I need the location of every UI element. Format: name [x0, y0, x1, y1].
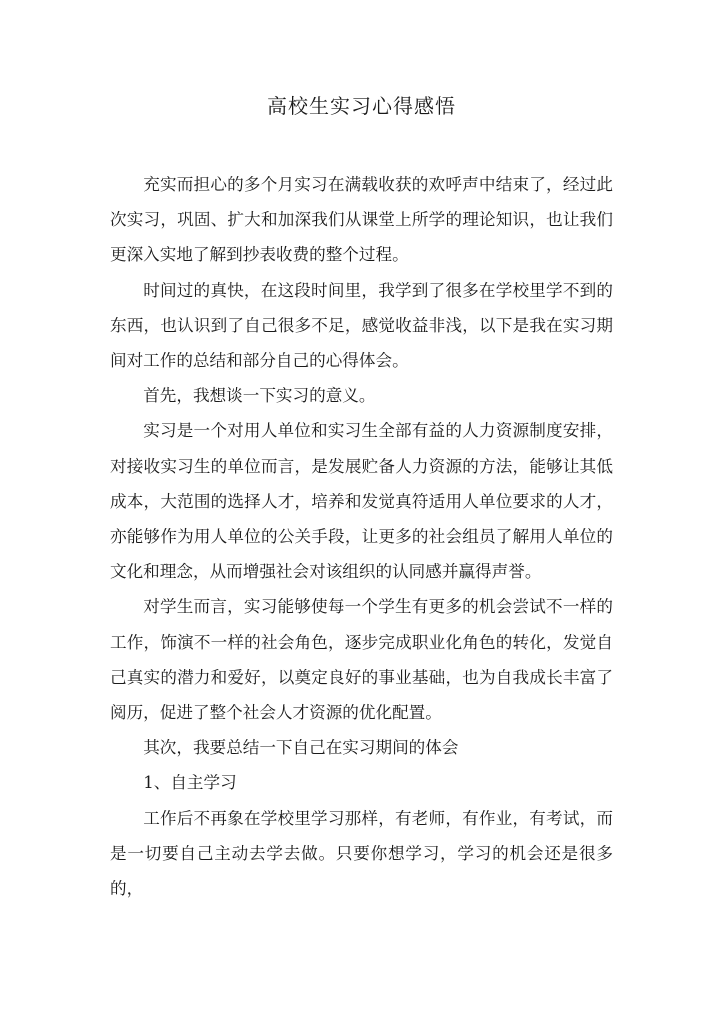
- document-title: 高校生实习心得感悟: [267, 94, 456, 118]
- paragraph-2: 时间过的真快，在这段时间里，我学到了很多在学校里学不到的东西，也认识到了自己很多不足，感觉收益非浅，以下是我在实习期间对工作的总结和部分自己的心得体会。: [110, 280, 613, 371]
- paragraph-3: 首先，我想谈一下实习的意义。: [143, 386, 376, 406]
- document-body: [110, 167, 613, 906]
- paragraph-6: 其次，我要总结一下自己在实习期间的体会: [143, 738, 459, 758]
- paragraph-8: 工作后不再象在学校里学习那样，有老师，有作业，有考试，而是一切要自己主动去学去做。只要你想学习，学习的机会还是很多的，: [110, 808, 613, 899]
- paragraph-5: 对学生而言，实习能够使每一个学生有更多的机会尝试不一样的工作，饰演不一样的社会角色，逐步完成职业化角色的转化，发觉自己真实的潜力和爱好，以奠定良好的事业基础，也为自我成长丰富了阅历，促进了整个社会人才资源的优化配置。: [110, 597, 613, 723]
- paragraph-1: 充实而担心的多个月实习在满载收获的欢呼声中结束了，经过此次实习，巩固、扩大和加深我们从课堂上所学的理论知识，也让我们更深入实地了解到抄表收费的整个过程。: [110, 175, 613, 265]
- paragraph-4: 实习是一个对用人单位和实习生全部有益的人力资源制度安排，对接收实习生的单位而言，是发展贮备人力资源的方法，能够让其低成本，大范围的选择人才，培养和发觉真符适用人单位要求的人才，亦能够作为用人单位的公关手段，让更多的社会组员了解用人单位的文化和理念，从而增强社会对该组织的认同感并赢得声誉。: [110, 421, 613, 582]
- paragraph-7: 1、自主学习: [143, 773, 237, 793]
